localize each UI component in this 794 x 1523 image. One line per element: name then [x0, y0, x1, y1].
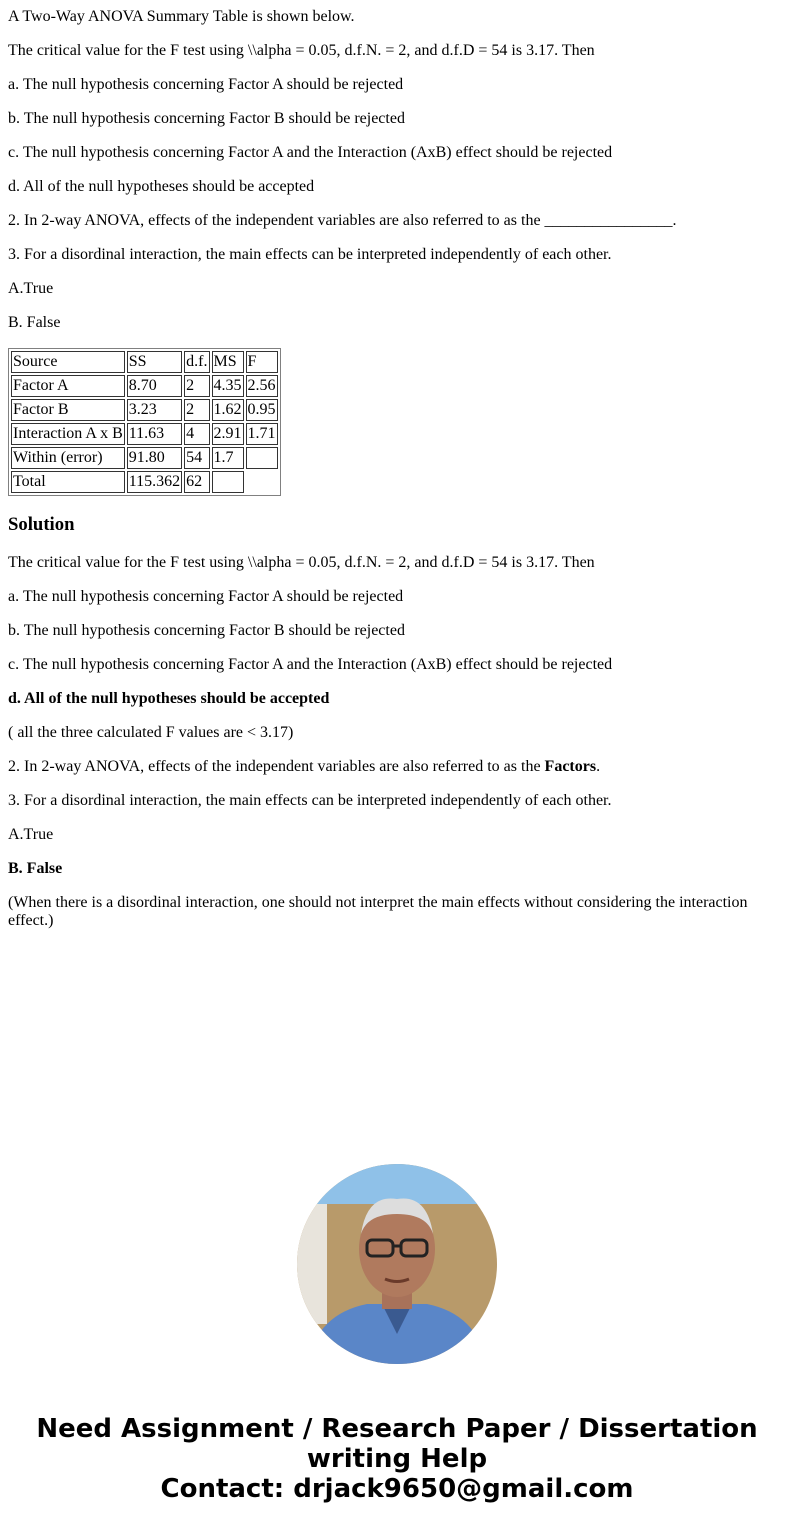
- header-cell: F: [246, 351, 278, 373]
- cell: 2: [184, 399, 209, 421]
- cell: 2.56: [246, 375, 278, 397]
- cell: 0.95: [246, 399, 278, 421]
- cell: 4.35: [212, 375, 244, 397]
- option-b: b. The null hypothesis concerning Factor B should be rejected: [8, 110, 405, 127]
- cell: 8.70: [127, 375, 182, 397]
- answer-d: [8, 690, 786, 708]
- option-true: A.True: [8, 280, 54, 297]
- cell: 54: [184, 447, 209, 469]
- anova-table: [8, 348, 281, 496]
- cell: 4: [184, 423, 209, 445]
- avatar: [297, 1164, 497, 1364]
- cell: 2: [184, 375, 209, 397]
- table-row: [11, 375, 278, 397]
- cell: 2.91: [212, 423, 244, 445]
- critical-value-text: The critical value for the F test using \\alpha = 0.05, d.f.N. = 2, and d.f.D = 54 is 3.17. Then: [8, 42, 595, 59]
- q2-answer: Factors: [544, 758, 597, 775]
- option-a: a. The null hypothesis concerning Factor A should be rejected: [8, 76, 404, 93]
- answer-false: [8, 860, 786, 878]
- cell: Interaction A x B: [11, 423, 125, 445]
- option-true: A.True: [8, 826, 54, 843]
- cell: Factor A: [11, 375, 125, 397]
- footer-help-text: Need Assignment / Research Paper / Dissertation writing Help: [36, 1414, 758, 1474]
- answer-2: [8, 758, 786, 776]
- answer-note: ( all the three calculated F values are < 3.17): [8, 724, 294, 741]
- option-c: c. The null hypothesis concerning Factor A and the Interaction (AxB) effect should be rejected: [8, 656, 613, 673]
- option-c: c. The null hypothesis concerning Factor A and the Interaction (AxB) effect should be rejected: [8, 144, 613, 161]
- question-3: 3. For a disordinal interaction, the main effects can be interpreted independently of each other.: [8, 792, 612, 809]
- table-row: [11, 471, 278, 493]
- cell: Factor B: [11, 399, 125, 421]
- answer-false-text: B. False: [8, 860, 63, 877]
- cell: 1.7: [212, 447, 244, 469]
- cell: 115.362: [127, 471, 182, 493]
- cell: 1.71: [246, 423, 278, 445]
- intro: A Two-Way ANOVA Summary Table is shown below.: [8, 8, 355, 25]
- cell: [246, 447, 278, 469]
- header-cell: Source: [11, 351, 125, 373]
- option-b: b. The null hypothesis concerning Factor B should be rejected: [8, 622, 405, 639]
- answer-d-text: d. All of the null hypotheses should be accepted: [8, 690, 330, 707]
- cell: 1.62: [212, 399, 244, 421]
- footer-contact: Contact: drjack9650@gmail.com: [160, 1474, 634, 1504]
- explanation: (When there is a disordinal interaction, one should not interpret the main effects without considering the interaction effect.): [8, 894, 748, 929]
- footer: [8, 1414, 786, 1504]
- table-row: [11, 399, 278, 421]
- header-cell: d.f.: [184, 351, 209, 373]
- solution: [8, 514, 786, 930]
- cell: 62: [184, 471, 209, 493]
- cell: [212, 471, 244, 493]
- question: [8, 8, 786, 332]
- cell: 91.80: [127, 447, 182, 469]
- option-false: B. False: [8, 314, 61, 331]
- option-d: d. All of the null hypotheses should be accepted: [8, 178, 315, 195]
- table-header-row: [11, 351, 278, 373]
- critical-value-text: The critical value for the F test using \\alpha = 0.05, d.f.N. = 2, and d.f.D = 54 is 3.17. Then: [8, 554, 595, 571]
- table-row: [11, 447, 278, 469]
- q2-period: .: [596, 758, 601, 775]
- cell: Within (error): [11, 447, 125, 469]
- cell: 3.23: [127, 399, 182, 421]
- header-cell: SS: [127, 351, 182, 373]
- header-cell: MS: [212, 351, 244, 373]
- question-2: 2. In 2-way ANOVA, effects of the independent variables are also referred to as the ________________.: [8, 212, 677, 229]
- cell: 11.63: [127, 423, 182, 445]
- solution-heading: Solution: [8, 514, 75, 535]
- table-row: [11, 423, 278, 445]
- q2-text: 2. In 2-way ANOVA, effects of the independent variables are also referred to as the: [8, 758, 545, 775]
- question-3: 3. For a disordinal interaction, the main effects can be interpreted independently of each other.: [8, 246, 612, 263]
- cell: Total: [11, 471, 125, 493]
- option-a: a. The null hypothesis concerning Factor A should be rejected: [8, 588, 404, 605]
